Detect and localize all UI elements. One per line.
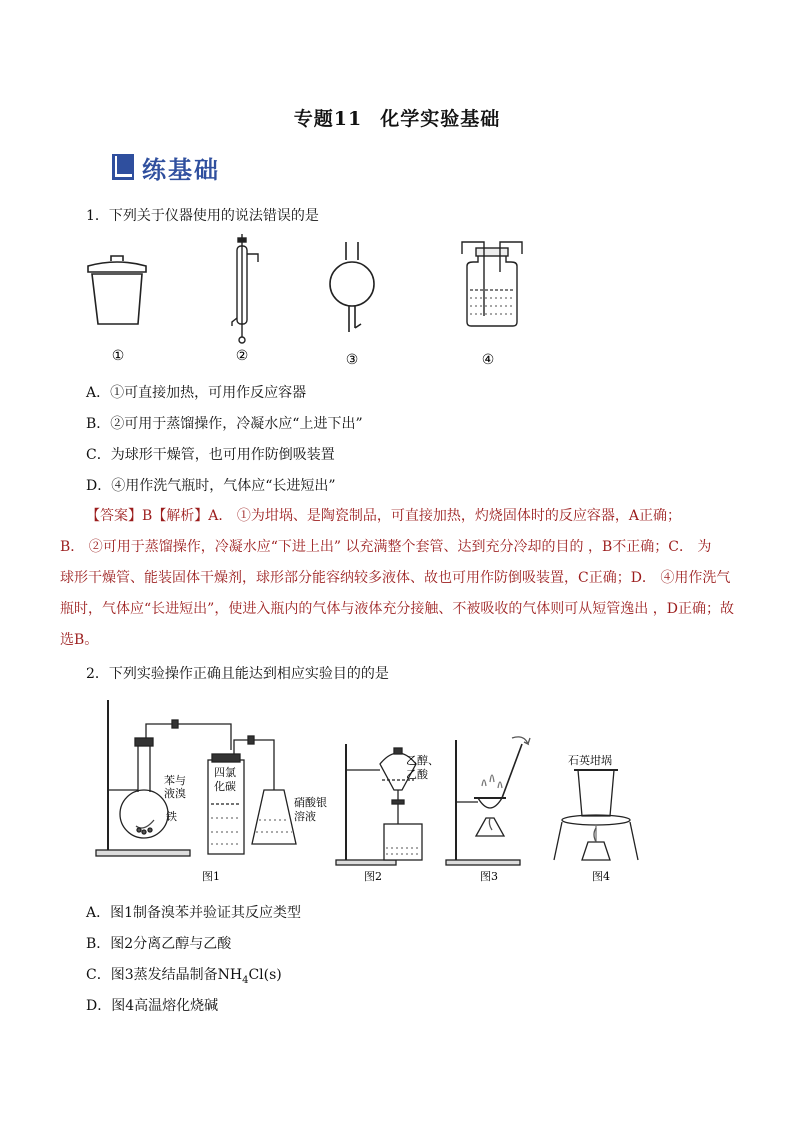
fig-4-caption: 图4 (592, 870, 610, 883)
label-iron: 铁 (166, 810, 177, 823)
gas-washing-bottle-drawing (462, 242, 522, 326)
q1-option-a: A．①可直接加热，可用作反应容器 (86, 385, 307, 401)
q1-label-2: ② (235, 348, 249, 364)
section-label: 练基础 (142, 154, 220, 184)
q1-option-c: C．为球形干燥管，也可用作防倒吸装置 (86, 447, 335, 463)
q2-option-c: C．图3蒸发结晶制备$NH_4Cl(s)$ (86, 967, 282, 986)
label-ccl4-2: 化碳 (214, 780, 236, 793)
drying-tube-drawing (330, 242, 374, 332)
q2-option-b: B．图2分离乙醇与乙酸 (86, 936, 232, 952)
label-agno3-2: 溶液 (294, 810, 316, 823)
q2-option-d: D．图4高温熔化烧碱 (86, 998, 219, 1014)
label-ethanol: 乙醇、 (406, 754, 439, 767)
figure-4-drawing (554, 770, 638, 860)
condenser-drawing (232, 234, 258, 343)
question-1-stem: 1．下列关于仪器使用的说法错误的是 (86, 208, 319, 224)
fig-1-caption: 图1 (202, 870, 220, 883)
q2-apparatus-figure (84, 694, 664, 886)
q1-answer-block (60, 501, 750, 656)
label-bromine: 液溴 (164, 787, 186, 800)
book-icon (112, 154, 134, 180)
figure-3-drawing (446, 737, 530, 865)
label-ccl4: 四氯 (214, 766, 236, 779)
page-title (0, 104, 794, 131)
label-quartz-crucible: 石英坩埚 (568, 754, 612, 767)
title-name: 化学实验基础 (380, 108, 501, 130)
answer-line: B． ②可用于蒸馏操作，冷凝水应“下进上出” 以充满整个套管、达到充分冷却的目的 ，B不正确；C． 为 (60, 539, 712, 555)
q1-option-b: B．②可用于蒸馏操作，冷凝水应“上进下出” (86, 416, 363, 432)
label-agno3: 硝酸银 (294, 796, 327, 809)
q1-option-d: D．④用作洗气瓶时，气体应“长进短出” (86, 478, 336, 494)
label-benzene: 苯与 (164, 774, 186, 787)
figure-1-drawing (96, 700, 296, 856)
answer-line: 选B。 (60, 632, 99, 648)
fig-2-caption: 图2 (364, 870, 382, 883)
answer-line: 【答案】B【解析】A． ①为坩埚、是陶瓷制品，可直接加热，灼烧固体时的反应容器，A正确； (86, 508, 681, 524)
section-header (112, 150, 220, 184)
crucible-drawing (88, 256, 146, 324)
q1-label-4: ④ (481, 352, 495, 368)
q1-label-3: ③ (345, 352, 359, 368)
label-acetic-acid: 乙酸 (406, 768, 428, 781)
question-2-stem: 2．下列实验操作正确且能达到相应实验目的的是 (86, 666, 389, 682)
answer-line: 球形干燥管、能装固体干燥剂，球形部分能容纳较多液体、故也可用作防倒吸装置，C正确；D． ④用作洗气 (60, 570, 731, 586)
q1-label-1: ① (111, 348, 125, 364)
q1-apparatus-figure (80, 232, 530, 372)
q2-option-a: A．图1制备溴苯并验证其反应类型 (86, 905, 302, 921)
fig-3-caption: 图3 (480, 870, 498, 883)
answer-line: 瓶时，气体应“长进短出”，使进入瓶内的气体与液体充分接触、不被吸收的气体则可从短管逸出 ，D正确；故 (60, 601, 734, 617)
title-topic: 专题11 (293, 108, 363, 130)
